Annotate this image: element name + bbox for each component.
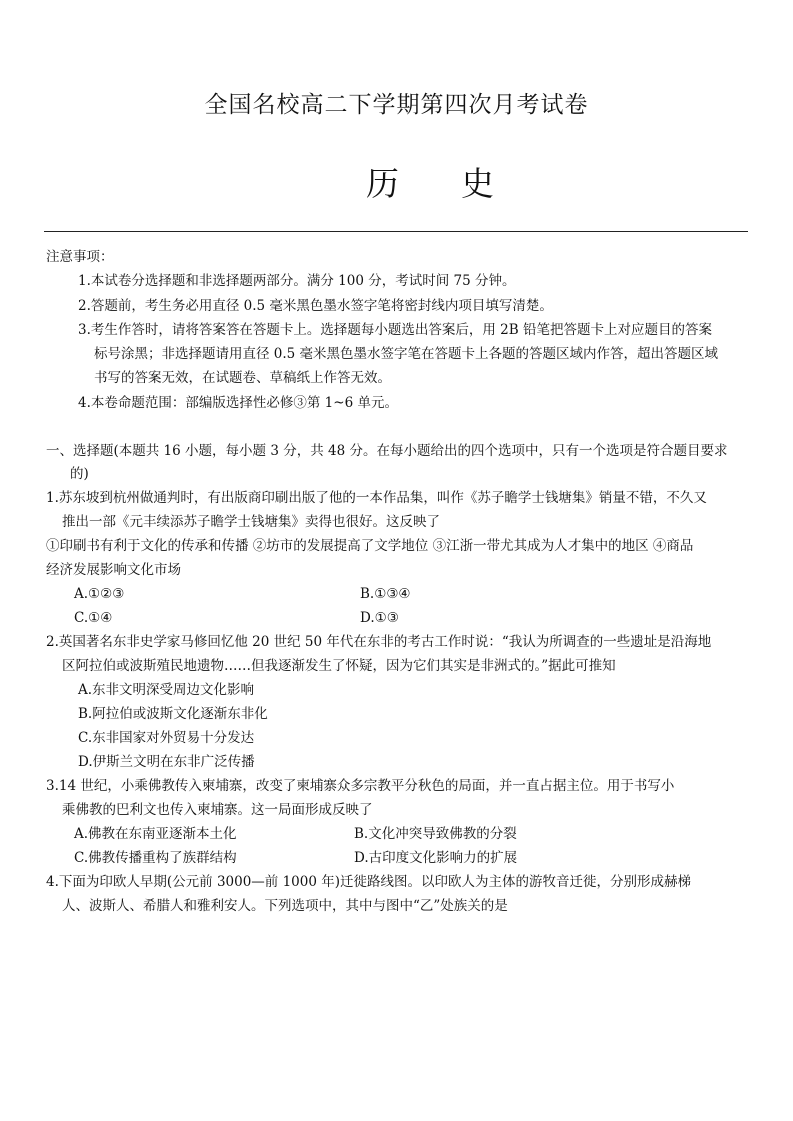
q3-option-a: A.佛教在东南亚逐渐本土化 xyxy=(74,826,237,842)
q2-option-b: B.阿拉伯或波斯文化逐渐东非化 xyxy=(78,706,268,722)
header-divider xyxy=(44,231,748,232)
q1-option-a: A.①②③ xyxy=(74,586,125,602)
q1-option-c: C.①④ xyxy=(74,610,113,626)
notice-item-1: 1.本试卷分选择题和非选择题两部分。满分 100 分，考试时间 75 分钟。 xyxy=(78,273,516,289)
q1-stem-line-4: 经济发展影响文化市场 xyxy=(46,562,181,578)
q3-stem-line-1: 3.14 世纪，小乘佛教传入柬埔寨，改变了柬埔寨众多宗教平分秋色的局面，并一直占据主位。用于书写小 xyxy=(46,778,675,794)
q1-option-b: B.①③④ xyxy=(360,586,411,602)
notice-item-4: 4.本卷命题范围：部编版选择性必修③第 1~6 单元。 xyxy=(78,395,398,411)
notice-item-3-line-3: 书写的答案无效，在试题卷、草稿纸上作答无效。 xyxy=(94,370,391,386)
q2-stem-line-2: 区阿拉伯或波斯殖民地遗物……但我逐渐发生了怀疑，因为它们其实是非洲式的。”据此可推知 xyxy=(62,658,616,674)
q3-option-b: B.文化冲突导致佛教的分裂 xyxy=(354,826,517,842)
q3-option-c: C.佛教传播重构了族群结构 xyxy=(74,850,237,866)
exam-title: 全国名校高二下学期第四次月考试卷 xyxy=(204,92,589,118)
subject-char-1: 历 xyxy=(366,164,399,203)
q1-option-d: D.①③ xyxy=(360,610,399,626)
subject-char-2: 史 xyxy=(461,164,494,203)
q2-option-a: A.东非文明深受周边文化影响 xyxy=(78,682,255,698)
q3-stem-line-2: 乘佛教的巴利文也传入柬埔寨。这一局面形成反映了 xyxy=(62,802,373,818)
q2-option-d: D.伊斯兰文明在东非广泛传播 xyxy=(78,754,255,770)
q4-stem-line-2: 人、波斯人、希腊人和雅利安人。下列选项中，其中与图中“乙”处族关的是 xyxy=(62,898,508,914)
q4-stem-line-1: 4.下面为印欧人早期(公元前 3000—前 1000 年)迁徙路线图。以印欧人为主体的游牧音迁徙，分别形成赫梯 xyxy=(46,874,691,890)
q1-stem-line-1: 1.苏东坡到杭州做通判时，有出版商印刷出版了他的一本作品集，叫作《苏子瞻学士钱塘集》销量不错，不久又 xyxy=(46,490,707,506)
q2-stem-line-1: 2.英国著名东非史学家马修回忆他 20 世纪 50 年代在东非的考古工作时说：“我认为所调查的一些遗址是沿海地 xyxy=(46,634,712,650)
q3-option-d: D.古印度文化影响力的扩展 xyxy=(354,850,518,866)
section-1-heading-line-1: 一、选择题(本题共 16 小题，每小题 3 分，共 48 分。在每小题给出的四个选项中，只有一个选项是符合题目要求 xyxy=(46,443,728,459)
section-1-heading-line-2: 的) xyxy=(70,466,89,482)
q1-stem-line-3: ①印刷书有利于文化的传承和传播 ②坊市的发展提高了文学地位 ③江浙一带尤其成为人才集中的地区 ④商品 xyxy=(46,538,694,554)
notice-item-3-line-1: 3.考生作答时，请将答案答在答题卡上。选择题每小题选出答案后，用 2B 铅笔把答题卡上对应题目的答案 xyxy=(78,322,712,338)
notice-heading: 注意事项： xyxy=(46,249,114,265)
q1-stem-line-2: 推出一部《元丰续添苏子瞻学士钱塘集》卖得也很好。这反映了 xyxy=(62,514,440,530)
q2-option-c: C.东非国家对外贸易十分发达 xyxy=(78,730,255,746)
subject-heading xyxy=(366,158,494,205)
notice-item-2: 2.答题前，考生务必用直径 0.5 毫米黑色墨水签字笔将密封线内项目填写清楚。 xyxy=(78,298,553,314)
notice-item-3-line-2: 标号涂黑；非选择题请用直径 0.5 毫米黑色墨水签字笔在答题卡上各题的答题区域内作答，超出答题区域 xyxy=(94,346,719,362)
